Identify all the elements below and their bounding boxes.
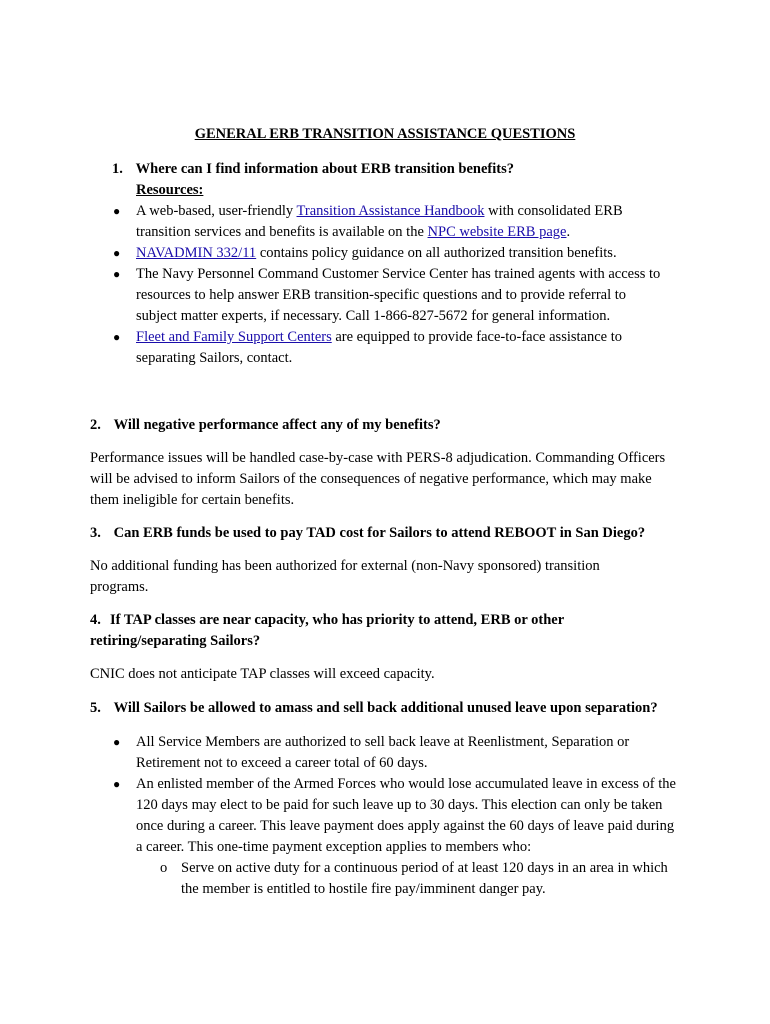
page-title: GENERAL ERB TRANSITION ASSISTANCE QUESTIONS [194, 126, 576, 142]
question-text: Can ERB funds be used to pay TAD cost for Sailors to attend REBOOT in San Diego? [113, 525, 646, 541]
sub-list-item-text: Serve on active duty for a continuous period of at least 120 days in an area in which the member is entitled to hostile fire pay/imminent danger pay. [181, 860, 668, 897]
list-item-text: A web-based, user-friendly [136, 203, 297, 219]
bullet-icon: ● [113, 330, 121, 344]
navadmin-link[interactable]: NAVADMIN 332/11 [136, 245, 257, 261]
list-item-text: The Navy Personnel Command Customer Service Center has trained agents with access to resources to help answer ERB transition-specific questions and to provide referral to subject matter experts, if necessary. Call 1-866-827-5672 for general information. [136, 266, 661, 324]
answer-4: CNIC does not anticipate TAP classes will exceed capacity. [90, 666, 435, 682]
question-text: Where can I find information about ERB transition benefits? [135, 161, 514, 177]
q1-bullet-list [90, 201, 670, 369]
sub-list-item [90, 858, 680, 900]
question-3 [90, 523, 690, 544]
list-item-text: are equipped to provide face-to-face assistance to separating Sailors, contact. [136, 329, 622, 366]
question-number: 1. [112, 161, 123, 177]
fleet-family-support-link[interactable]: Fleet and Family Support Centers [136, 329, 332, 345]
question-number: 2. [90, 417, 101, 433]
question-number: 5. [90, 700, 101, 716]
question-4 [90, 610, 610, 652]
question-1 [112, 159, 672, 180]
question-text: Will Sailors be allowed to amass and sell back additional unused leave upon separation? [113, 700, 658, 716]
bullet-icon: ● [113, 204, 121, 218]
bullet-icon: ● [113, 777, 121, 791]
q5-bullet-list [90, 732, 680, 900]
list-item-text: contains policy guidance on all authorized transition benefits. [256, 245, 617, 261]
list-item [90, 774, 680, 858]
bullet-icon: ● [113, 735, 121, 749]
bullet-icon: ● [113, 246, 121, 260]
transition-handbook-link[interactable]: Transition Assistance Handbook [296, 203, 485, 219]
question-text: If TAP classes are near capacity, who has priority to attend, ERB or other retiring/separating Sailors? [90, 612, 564, 649]
answer-3: No additional funding has been authorized for external (non-Navy sponsored) transition programs. [90, 558, 600, 595]
list-item-text: All Service Members are authorized to sell back leave at Reenlistment, Separation or Retirement not to exceed a career total of 60 days. [136, 734, 630, 771]
list-item-text: with consolidated ERB transition services and benefits is available on the [136, 203, 623, 240]
resources-label: Resources: [136, 182, 204, 198]
question-number: 4. [90, 612, 101, 628]
list-item-text: . [566, 224, 571, 240]
question-text: Will negative performance affect any of my benefits? [113, 417, 441, 433]
list-item [90, 327, 670, 369]
circle-bullet-icon: o [160, 860, 168, 876]
list-item [90, 732, 680, 774]
list-item-text: An enlisted member of the Armed Forces who would lose accumulated leave in excess of the 120 days may elect to be paid for such leave up to 30 days. This election can only be taken once during a career. This leave payment does apply against the 60 days of leave paid during a career. This one-time payment exception applies to members who: [136, 776, 676, 855]
question-number: 3. [90, 525, 101, 541]
question-2 [90, 415, 680, 436]
answer-2: Performance issues will be handled case-by-case with PERS-8 adjudication. Commanding Officers will be advised to inform Sailors of the consequences of negative performance, which may make them ineligible for certain benefits. [90, 450, 666, 508]
list-item [90, 201, 670, 243]
question-5 [90, 698, 690, 719]
list-item [90, 264, 670, 327]
npc-website-link[interactable]: NPC website ERB page [427, 224, 567, 240]
list-item [90, 243, 670, 264]
bullet-icon: ● [113, 267, 121, 281]
